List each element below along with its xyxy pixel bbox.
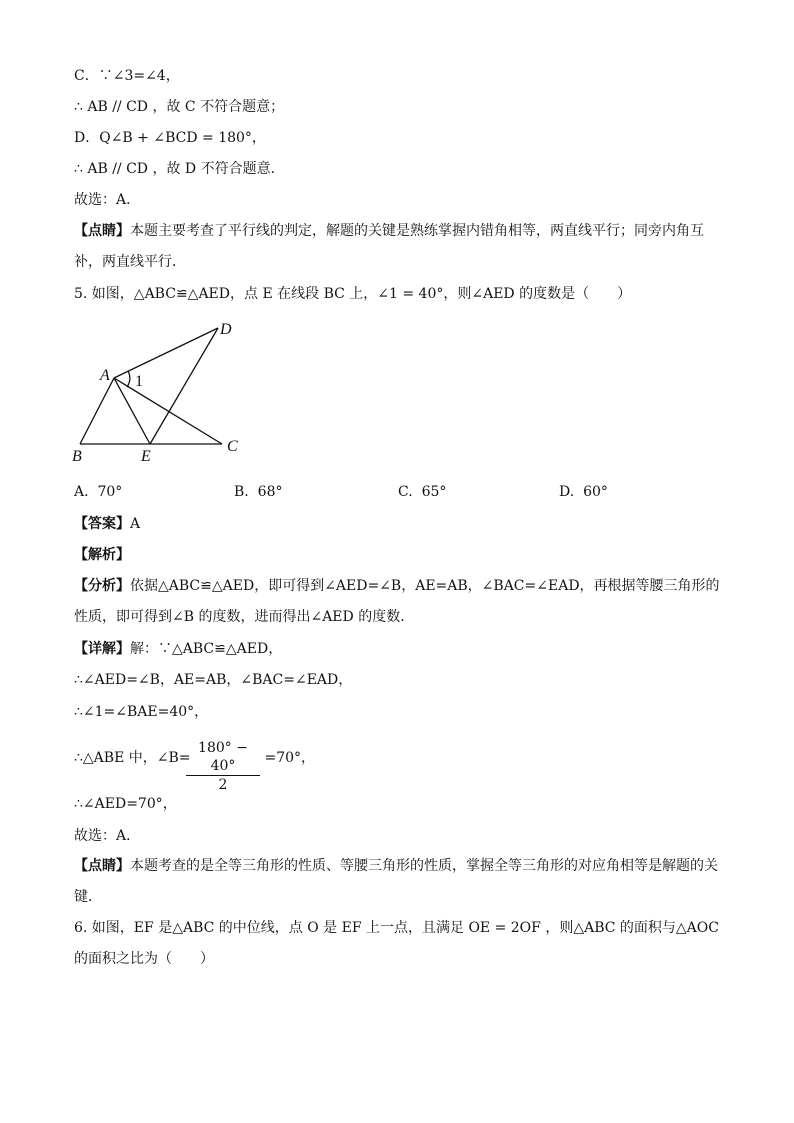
detail-text: 解：∵△ABC≌△AED， (130, 641, 283, 657)
point-note-text: 本题主要考查了平行线的判定，解题的关键是熟练掌握内错角相等，两直线平行；同旁内角互补，两直线平行． (74, 223, 704, 270)
point-label-d: D (220, 321, 232, 338)
detail-line (74, 639, 282, 659)
point-note-5 (74, 851, 724, 913)
triangle-figure (66, 316, 256, 466)
answer-value: A (130, 516, 141, 532)
segment-ab (80, 378, 114, 444)
line-c: C．∵∠3=∠4， (74, 68, 180, 84)
fraction-denominator: 2 (218, 777, 228, 793)
analysis-tag: 【分析】 (74, 578, 130, 594)
line-c-conclusion: ∴ AB // CD ，故 C 不符合题意； (74, 99, 285, 115)
step-4: ∴∠AED=70°， (74, 796, 177, 812)
detail-tag: 【详解】 (74, 641, 130, 657)
analysis-block (74, 571, 724, 633)
point-label-a: A (100, 367, 110, 384)
angle-label-1: 1 (135, 373, 143, 390)
step-3-prefix: ∴△ABE 中，∠B= (74, 750, 191, 766)
point-note-5-text: 本题考查的是全等三角形的性质、等腰三角形的性质，掌握全等三角形的对应角相等是解题的关键． (74, 858, 718, 905)
segment-ad (114, 328, 218, 378)
question-6: 6. 如图，EF 是△ABC 的中位线，点 O 是 EF 上一点，且满足 OE = 2OF ，则△ABC 的面积与△AOC 的面积之比为（ ） (74, 920, 719, 967)
step-1: ∴∠AED=∠B，AE=AB，∠BAC=∠EAD， (74, 672, 353, 688)
line-d-conclusion: ∴ AB // CD ，故 D 不符合题意． (74, 161, 285, 177)
question-5: 5. 如图，△ABC≌△AED，点 E 在线段 BC 上，∠1 = 40°，则∠AED 的度数是（ ） (74, 286, 632, 302)
option-c: C. 65° (398, 484, 447, 500)
line-choice: 故选：A． (74, 192, 141, 208)
point-label-b: B (72, 448, 82, 465)
point-note-4 (74, 216, 724, 278)
line-d: D．Q∠B + ∠BCD = 180°， (74, 130, 266, 146)
point-label-c: C (227, 438, 238, 455)
angle-arc (127, 371, 130, 387)
fraction (186, 739, 260, 794)
step-3-suffix: =70°， (264, 750, 316, 766)
answer-tag: 【答案】 (74, 516, 130, 532)
option-d: D. 60° (559, 484, 608, 500)
segment-ac (114, 378, 222, 444)
fraction-numerator: 180° − 40° (186, 739, 260, 776)
step-5: 故选：A． (74, 828, 141, 844)
analysis-text: 依据△ABC≌△AED，即可得到∠AED=∠B，AE=AB，∠BAC=∠EAD，再根据等腰三角形的性质，即可得到∠B 的度数，进而得出∠AED 的度数． (74, 578, 720, 625)
segment-de (150, 328, 218, 444)
point-label-e: E (141, 448, 151, 465)
analysis-heading: 【解析】 (74, 547, 130, 563)
point-note-tag: 【点睛】 (74, 223, 130, 239)
option-b: B. 68° (234, 484, 283, 500)
option-a: A. 70° (74, 484, 123, 500)
segment-ae (114, 378, 150, 444)
step-2: ∴∠1=∠BAE=40°， (74, 704, 209, 720)
point-note-5-tag: 【点睛】 (74, 858, 130, 874)
answer-line (74, 514, 140, 534)
